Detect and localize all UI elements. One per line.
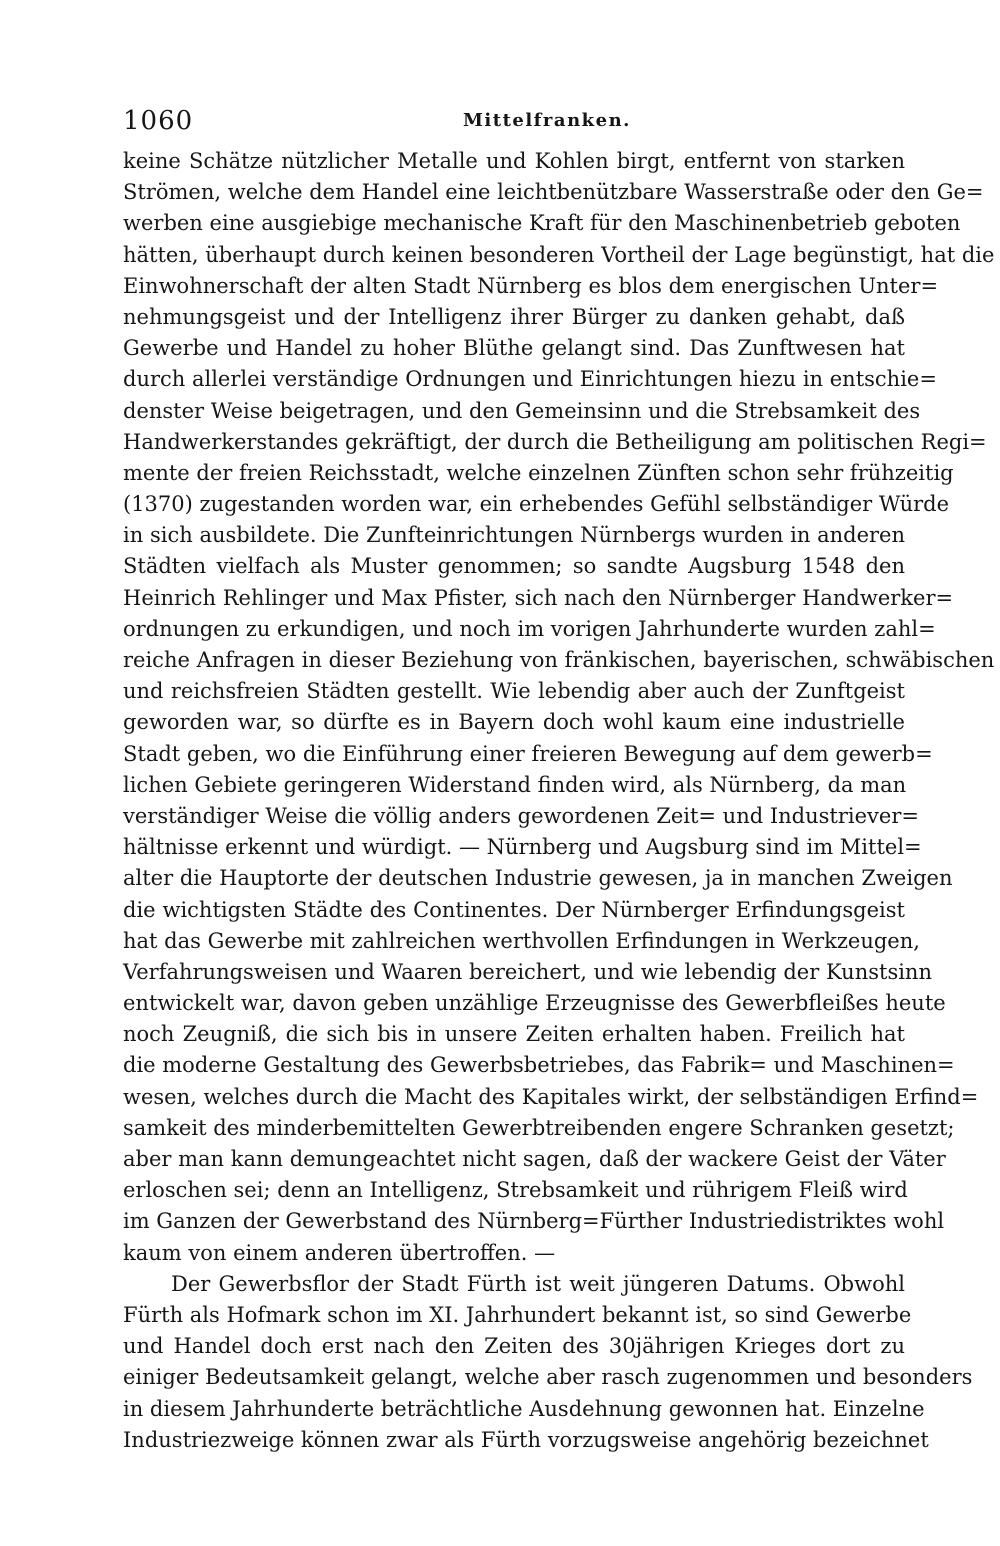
text-line: alter die Hauptorte der deutschen Industrie gewesen, ja in manchen Zweigen <box>123 866 953 891</box>
text-line: Gewerbe und Handel zu hoher Blüthe gelangt sind. Das Zunftwesen hat <box>123 336 905 361</box>
text-line: durch allerlei verständige Ordnungen und Einrichtungen hiezu in entschie= <box>123 367 937 392</box>
page-header <box>123 104 905 138</box>
text-line: entwickelt war, davon geben unzählige Erzeugnisse des Gewerbfleißes heute <box>123 991 946 1016</box>
body-text <box>123 146 995 1456</box>
text-line: denster Weise beigetragen, und den Gemeinsinn und die Strebsamkeit des <box>123 398 921 423</box>
running-head: Mittelfranken. <box>463 110 631 131</box>
text-line: verständiger Weise die völlig anders gewordenen Zeit= und Industriever= <box>123 803 919 828</box>
text-line: einiger Bedeutsamkeit gelangt, welche aber rasch zugenommen und besonders <box>123 1365 973 1390</box>
text-line: Heinrich Rehlinger und Max Pfister, sich nach den Nürnberger Handwerker= <box>123 585 954 610</box>
text-line: Einwohnerschaft der alten Stadt Nürnberg es blos dem energischen Unter= <box>123 273 939 298</box>
text-line: mente der freien Reichsstadt, welche einzelnen Zünften schon sehr frühzeitig <box>123 460 954 485</box>
text-line: kaum von einem anderen übertroffen. — <box>123 1240 556 1265</box>
text-line: hältnisse erkennt und würdigt. — Nürnberg und Augsburg sind im Mittel= <box>123 835 922 860</box>
text-line: nehmungsgeist und der Intelligenz ihrer Bürger zu danken gehabt, daß <box>123 304 905 329</box>
text-line: Verfahrungsweisen und Waaren bereichert, und wie lebendig der Kunstsinn <box>123 959 932 984</box>
text-line: Strömen, welche dem Handel eine leichtbenützbare Wasserstraße oder den Ge= <box>123 180 984 205</box>
text-line: werben eine ausgiebige mechanische Kraft für den Maschinenbetrieb geboten <box>123 211 961 236</box>
text-line: die wichtigsten Städte des Continentes. Der Nürnberger Erfindungsgeist <box>123 897 905 922</box>
text-line: ordnungen zu erkundigen, und noch im vorigen Jahrhunderte wurden zahl= <box>123 616 936 641</box>
page-number: 1060 <box>123 106 194 136</box>
text-line: Stadt geben, wo die Einführung einer freieren Bewegung auf dem gewerb= <box>123 741 933 766</box>
text-line: Fürth als Hofmark schon im XI. Jahrhundert bekannt ist, so sind Gewerbe <box>123 1302 912 1327</box>
text-line: und reichsfreien Städten gestellt. Wie lebendig aber auch der Zunftgeist <box>123 679 905 704</box>
text-line: noch Zeugniß, die sich bis in unsere Zeiten erhalten haben. Freilich hat <box>123 1022 905 1047</box>
text-line: aber man kann demungeachtet nicht sagen, daß der wackere Geist der Väter <box>123 1147 946 1171</box>
text-line: Der Gewerbsflor der Stadt Fürth ist weit jüngeren Datums. Obwohl <box>171 1271 905 1296</box>
text-line: in diesem Jahrhunderte beträchtliche Ausdehnung gewonnen hat. Einzelne <box>123 1396 925 1421</box>
text-line: Handwerkerstandes gekräftigt, der durch die Betheiligung am politischen Regi= <box>123 429 987 454</box>
text-line: hat das Gewerbe mit zahlreichen werthvollen Erfindungen in Werkzeugen, <box>123 928 920 953</box>
text-line: samkeit des minderbemittelten Gewerbtreibenden engere Schranken gesetzt; <box>123 1115 955 1140</box>
text-line: (1370) zugestanden worden war, ein erhebendes Gefühl selbständiger Würde <box>123 492 950 517</box>
text-line: reiche Anfragen in dieser Beziehung von fränkischen, bayerischen, schwäbischen <box>123 648 995 672</box>
text-line: im Ganzen der Gewerbstand des Nürnberg=Fürther Industriedistriktes wohl <box>123 1209 945 1234</box>
text-line: keine Schätze nützlicher Metalle und Kohlen birgt, entfernt von starken <box>123 149 905 173</box>
text-line: erloschen sei; denn an Intelligenz, Strebsamkeit und rührigem Fleiß wird <box>123 1178 908 1203</box>
text-line: Städten vielfach als Muster genommen; so sandte Augsburg 1548 den <box>123 554 905 579</box>
text-line: in sich ausbildete. Die Zunfteinrichtungen Nürnbergs wurden in anderen <box>123 523 905 548</box>
text-line: die moderne Gestaltung des Gewerbsbetriebes, das Fabrik= und Maschinen= <box>123 1053 955 1078</box>
text-line: Industriezweige können zwar als Fürth vorzugsweise angehörig bezeichnet <box>123 1427 929 1452</box>
text-line: und Handel doch erst nach den Zeiten des 30jährigen Krieges dort zu <box>123 1334 905 1359</box>
text-line: geworden war, so dürfte es in Bayern doch wohl kaum eine industrielle <box>123 710 905 735</box>
text-line: hätten, überhaupt durch keinen besonderen Vortheil der Lage begünstigt, hat die <box>123 242 995 267</box>
text-line: lichen Gebiete geringeren Widerstand finden wird, als Nürnberg, da man <box>123 772 907 797</box>
text-line: wesen, welches durch die Macht des Kapitales wirkt, der selbständigen Erfind= <box>123 1084 979 1109</box>
